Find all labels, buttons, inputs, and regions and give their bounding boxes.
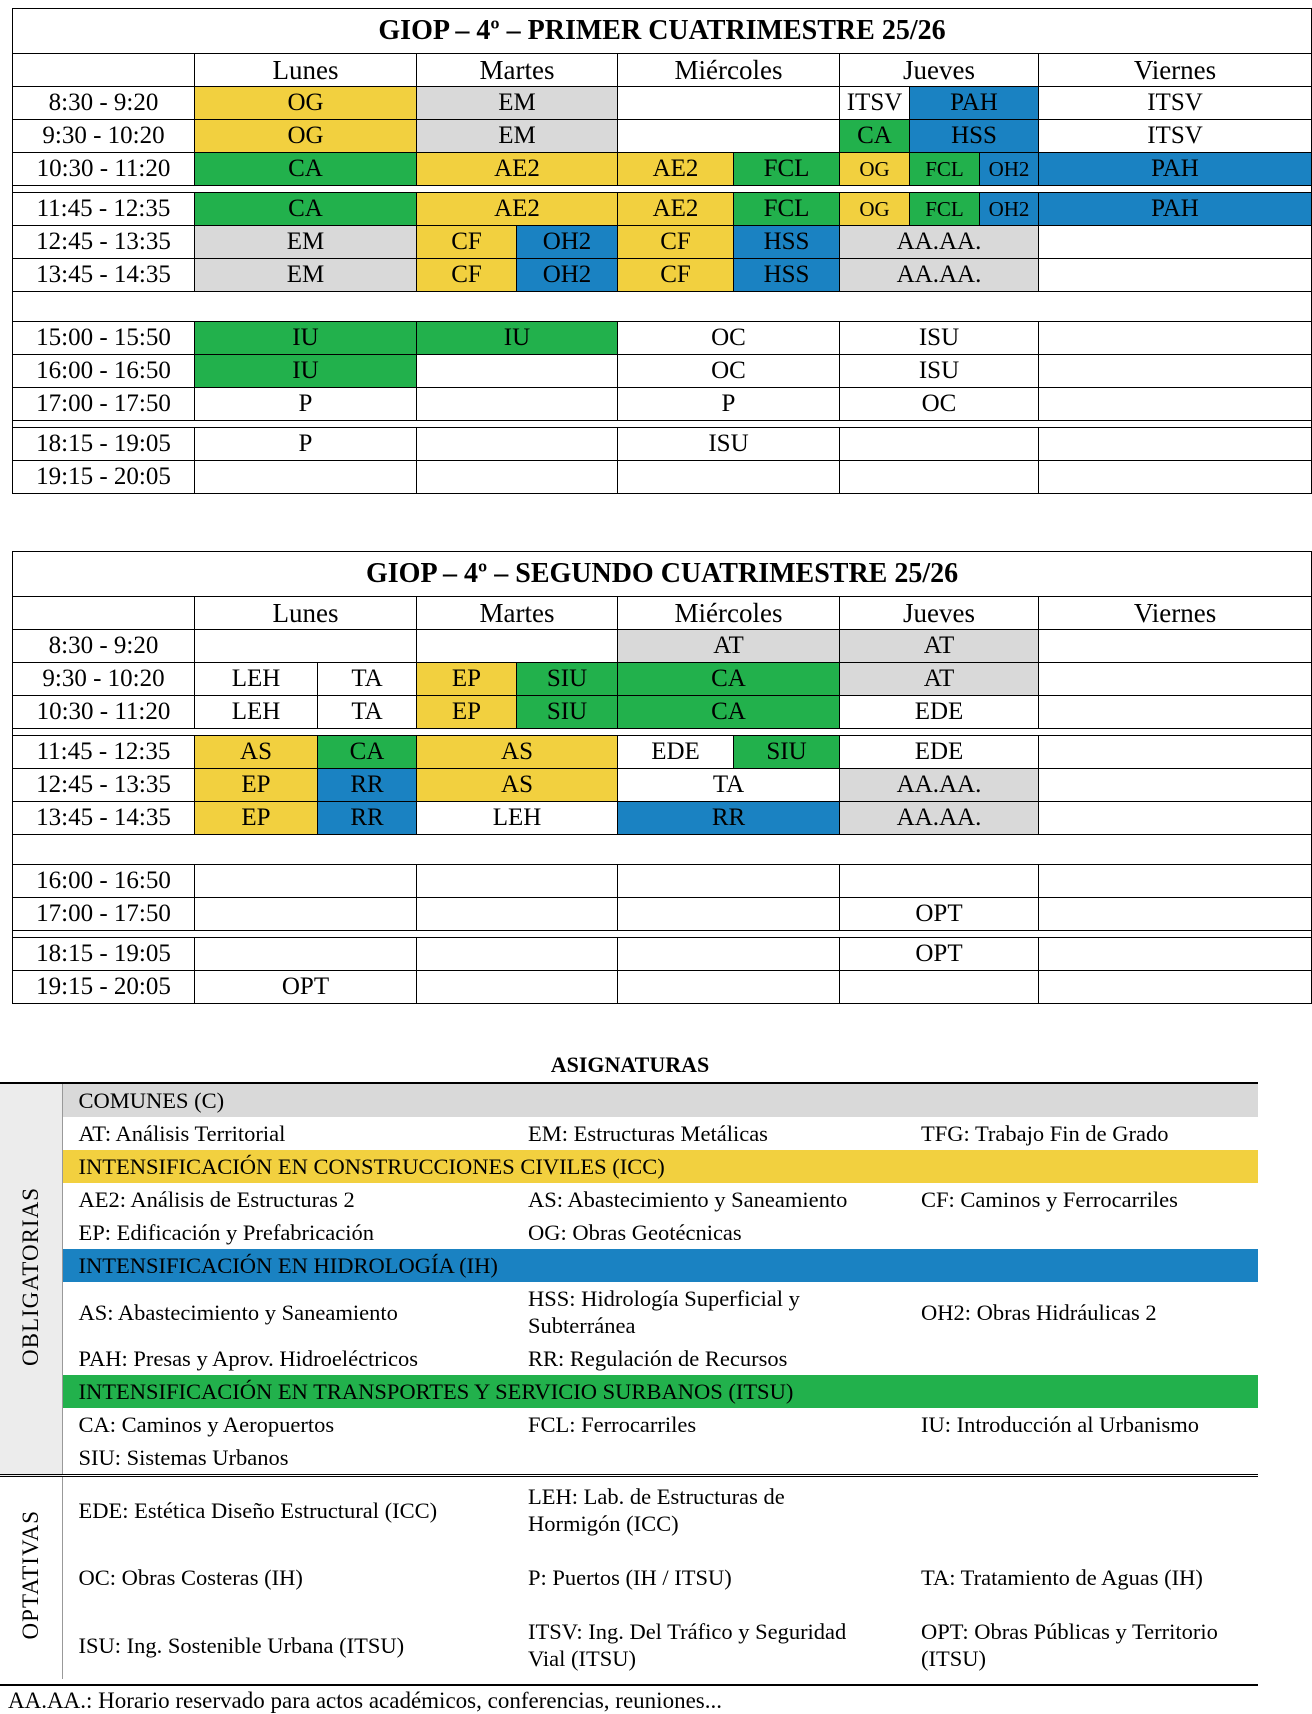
lunch-gap bbox=[13, 835, 1312, 865]
row-separator bbox=[13, 186, 1312, 193]
class-cell: OPT bbox=[840, 938, 1039, 971]
time-slot: 10:30 - 11:20 bbox=[13, 696, 195, 729]
time-slot: 9:30 - 10:20 bbox=[13, 120, 195, 153]
group-header-comunes: COMUNES (C) bbox=[62, 1083, 1258, 1117]
class-cell: ISU bbox=[618, 428, 840, 461]
class-cell: HSS bbox=[734, 226, 840, 259]
empty-cell bbox=[1039, 802, 1312, 835]
class-cell: AA.AA. bbox=[840, 802, 1039, 835]
row-separator bbox=[13, 729, 1312, 736]
legend-item: CA: Caminos y Aeropuertos bbox=[78, 1412, 335, 1437]
class-cell: CF bbox=[618, 226, 734, 259]
legend-item bbox=[512, 1441, 905, 1474]
legend-item: IU: Introducción al Urbanismo bbox=[921, 1412, 1200, 1437]
empty-cell bbox=[417, 938, 618, 971]
time-slot: 17:00 - 17:50 bbox=[13, 388, 195, 421]
legend-item: OC: Obras Costeras (IH) bbox=[78, 1564, 303, 1590]
class-cell: RR bbox=[618, 802, 840, 835]
legend-item: LEH: Lab. de Estructuras de Hormigón (ICC) bbox=[512, 1476, 905, 1544]
class-cell: AE2 bbox=[417, 153, 618, 186]
class-cell: OH2 bbox=[980, 153, 1039, 186]
class-cell: EP bbox=[417, 696, 517, 729]
class-cell: PAH bbox=[910, 87, 1039, 120]
empty-cell bbox=[840, 865, 1039, 898]
empty-cell bbox=[417, 865, 618, 898]
empty-cell bbox=[1039, 696, 1312, 729]
class-cell: CF bbox=[417, 259, 517, 292]
class-cell: OC bbox=[618, 355, 840, 388]
time-slot: 8:30 - 9:20 bbox=[13, 630, 195, 663]
empty-cell bbox=[417, 355, 618, 388]
class-cell: LEH bbox=[195, 696, 318, 729]
legend-item: AS: Abastecimiento y Saneamiento bbox=[528, 1187, 848, 1212]
legend-item: AE2: Análisis de Estructuras 2 bbox=[78, 1187, 355, 1212]
class-cell: EP bbox=[195, 802, 318, 835]
class-cell: OG bbox=[195, 87, 417, 120]
class-cell: AA.AA. bbox=[840, 226, 1039, 259]
class-cell: ITSV bbox=[840, 87, 910, 120]
footnote: AA.AA.: Horario reservado para actos académicos, conferencias, reuniones... bbox=[8, 1688, 722, 1713]
class-cell: AT bbox=[840, 630, 1039, 663]
empty-cell bbox=[195, 461, 417, 494]
class-cell: EP bbox=[195, 769, 318, 802]
time-slot: 11:45 - 12:35 bbox=[13, 193, 195, 226]
class-cell: LEH bbox=[195, 663, 318, 696]
empty-cell bbox=[417, 898, 618, 931]
legend-item bbox=[905, 1476, 1258, 1544]
class-cell: AA.AA. bbox=[840, 769, 1039, 802]
day-header: Lunes bbox=[195, 54, 417, 87]
class-cell: ISU bbox=[840, 355, 1039, 388]
class-cell: TA bbox=[318, 696, 417, 729]
empty-cell bbox=[195, 938, 417, 971]
class-cell: P bbox=[195, 428, 417, 461]
class-cell: RR bbox=[318, 802, 417, 835]
time-slot: 13:45 - 14:35 bbox=[13, 802, 195, 835]
optativas-label: OPTATIVAS bbox=[0, 1476, 62, 1680]
empty-cell bbox=[1039, 388, 1312, 421]
empty-cell bbox=[840, 971, 1039, 1004]
day-header: Miércoles bbox=[618, 54, 840, 87]
class-cell: AS bbox=[417, 769, 618, 802]
class-cell: OG bbox=[195, 120, 417, 153]
day-header: Martes bbox=[417, 54, 618, 87]
empty-cell bbox=[1039, 428, 1312, 461]
class-cell: EM bbox=[195, 226, 417, 259]
legend-item: RR: Regulación de Recursos bbox=[528, 1346, 788, 1371]
empty-cell bbox=[417, 971, 618, 1004]
legend-item bbox=[905, 1342, 1258, 1375]
day-header: Jueves bbox=[840, 597, 1039, 630]
legend-item: OPT: Obras Públicas y Territorio (ITSU) bbox=[921, 1619, 1218, 1671]
row-separator bbox=[13, 931, 1312, 938]
time-slot: 18:15 - 19:05 bbox=[13, 938, 195, 971]
legend-title: ASIGNATURAS bbox=[550, 1052, 710, 1077]
class-cell: FCL bbox=[910, 153, 980, 186]
class-cell: TA bbox=[318, 663, 417, 696]
legend-item: P: Puertos (IH / ITSU) bbox=[528, 1564, 732, 1590]
row-separator bbox=[13, 421, 1312, 428]
lunch-gap bbox=[13, 292, 1312, 322]
empty-cell bbox=[1039, 898, 1312, 931]
legend-item: TA: Tratamiento de Aguas (IH) bbox=[921, 1564, 1203, 1590]
class-cell: CA bbox=[195, 153, 417, 186]
obligatorias-label: OBLIGATORIAS bbox=[0, 1083, 62, 1476]
class-cell: AS bbox=[417, 736, 618, 769]
class-cell: OC bbox=[840, 388, 1039, 421]
empty-cell bbox=[840, 461, 1039, 494]
legend-item: AT: Análisis Territorial bbox=[78, 1121, 286, 1146]
legend-item: ISU: Ing. Sostenible Urbana (ITSU) bbox=[78, 1632, 405, 1658]
empty-cell bbox=[618, 898, 840, 931]
class-cell: OC bbox=[618, 322, 840, 355]
empty-cell bbox=[1039, 938, 1312, 971]
class-cell: CF bbox=[417, 226, 517, 259]
class-cell: FCL bbox=[910, 193, 980, 226]
class-cell: RR bbox=[318, 769, 417, 802]
legend-item: OH2: Obras Hidráulicas 2 bbox=[921, 1299, 1157, 1325]
time-slot: 11:45 - 12:35 bbox=[13, 736, 195, 769]
class-cell: HSS bbox=[910, 120, 1039, 153]
schedule-second-semester bbox=[12, 551, 1312, 1004]
day-header: Miércoles bbox=[618, 597, 840, 630]
empty-cell bbox=[417, 630, 618, 663]
legend-item: EDE: Estética Diseño Estructural (ICC) bbox=[62, 1476, 512, 1544]
class-cell: AE2 bbox=[618, 153, 734, 186]
class-cell: SIU bbox=[517, 696, 618, 729]
class-cell: SIU bbox=[734, 736, 840, 769]
class-cell: OG bbox=[840, 153, 910, 186]
legend-item: AS: Abastecimiento y Saneamiento bbox=[78, 1299, 398, 1325]
time-slot: 17:00 - 17:50 bbox=[13, 898, 195, 931]
class-cell: TA bbox=[618, 769, 840, 802]
class-cell: OH2 bbox=[980, 193, 1039, 226]
empty-cell bbox=[618, 87, 840, 120]
class-cell: SIU bbox=[517, 663, 618, 696]
class-cell: PAH bbox=[1039, 193, 1312, 226]
empty-cell bbox=[1039, 355, 1312, 388]
class-cell: OH2 bbox=[517, 259, 618, 292]
legend-item bbox=[905, 1441, 1258, 1474]
class-cell: AT bbox=[618, 630, 840, 663]
group-header-ih: INTENSIFICACIÓN EN HIDROLOGÍA (IH) bbox=[62, 1249, 1258, 1282]
empty-cell bbox=[1039, 259, 1312, 292]
class-cell: AA.AA. bbox=[840, 259, 1039, 292]
time-slot: 15:00 - 15:50 bbox=[13, 322, 195, 355]
corner-cell bbox=[13, 597, 195, 630]
time-slot: 12:45 - 13:35 bbox=[13, 769, 195, 802]
legend-table bbox=[0, 1082, 1258, 1679]
empty-cell bbox=[840, 428, 1039, 461]
class-cell: ISU bbox=[840, 322, 1039, 355]
empty-cell bbox=[195, 865, 417, 898]
day-header: Viernes bbox=[1039, 54, 1312, 87]
time-slot: 10:30 - 11:20 bbox=[13, 153, 195, 186]
class-cell: CA bbox=[618, 663, 840, 696]
class-cell: EM bbox=[195, 259, 417, 292]
class-cell: OH2 bbox=[517, 226, 618, 259]
time-slot: 8:30 - 9:20 bbox=[13, 87, 195, 120]
class-cell: CA bbox=[195, 193, 417, 226]
class-cell: AT bbox=[840, 663, 1039, 696]
group-header-icc: INTENSIFICACIÓN EN CONSTRUCCIONES CIVILES (ICC) bbox=[62, 1150, 1258, 1183]
legend-item bbox=[905, 1216, 1258, 1249]
group-header-itsu: INTENSIFICACIÓN EN TRANSPORTES Y SERVICIO SURBANOS (ITSU) bbox=[62, 1375, 1258, 1408]
class-cell: CA bbox=[318, 736, 417, 769]
empty-cell bbox=[1039, 461, 1312, 494]
time-slot: 18:15 - 19:05 bbox=[13, 428, 195, 461]
time-slot: 16:00 - 16:50 bbox=[13, 865, 195, 898]
legend-item: FCL: Ferrocarriles bbox=[528, 1412, 697, 1437]
empty-cell bbox=[1039, 736, 1312, 769]
class-cell: FCL bbox=[734, 153, 840, 186]
time-slot: 19:15 - 20:05 bbox=[13, 971, 195, 1004]
class-cell: EM bbox=[417, 120, 618, 153]
legend-item: EP: Edificación y Prefabricación bbox=[78, 1220, 375, 1245]
class-cell: ITSV bbox=[1039, 87, 1312, 120]
class-cell: OPT bbox=[840, 898, 1039, 931]
class-cell: LEH bbox=[417, 802, 618, 835]
empty-cell bbox=[417, 428, 618, 461]
time-slot: 13:45 - 14:35 bbox=[13, 259, 195, 292]
time-slot: 9:30 - 10:20 bbox=[13, 663, 195, 696]
class-cell: ITSV bbox=[1039, 120, 1312, 153]
legend-item: SIU: Sistemas Urbanos bbox=[78, 1445, 289, 1470]
empty-cell bbox=[618, 971, 840, 1004]
empty-cell bbox=[618, 938, 840, 971]
time-slot: 19:15 - 20:05 bbox=[13, 461, 195, 494]
legend-item: OG: Obras Geotécnicas bbox=[528, 1220, 742, 1245]
empty-cell bbox=[195, 630, 417, 663]
class-cell: EDE bbox=[618, 736, 734, 769]
legend-item: ITSV: Ing. Del Tráfico y Seguridad Vial (ITSU) bbox=[528, 1619, 847, 1671]
class-cell: OG bbox=[840, 193, 910, 226]
class-cell: HSS bbox=[734, 259, 840, 292]
class-cell: EDE bbox=[840, 736, 1039, 769]
empty-cell bbox=[1039, 663, 1312, 696]
legend-item: TFG: Trabajo Fin de Grado bbox=[921, 1121, 1169, 1146]
legend-item: CF: Caminos y Ferrocarriles bbox=[921, 1187, 1178, 1212]
class-cell: IU bbox=[417, 322, 618, 355]
empty-cell bbox=[618, 865, 840, 898]
class-cell: OPT bbox=[195, 971, 417, 1004]
class-cell: EDE bbox=[840, 696, 1039, 729]
empty-cell bbox=[1039, 630, 1312, 663]
legend-item: HSS: Hidrología Superficial y Subterránea bbox=[528, 1286, 800, 1338]
day-header: Jueves bbox=[840, 54, 1039, 87]
legend-item: PAH: Presas y Aprov. Hidroeléctricos bbox=[78, 1346, 419, 1371]
schedule-title: GIOP – 4º – PRIMER CUATRIMESTRE 25/26 bbox=[13, 9, 1312, 54]
footnote-divider bbox=[0, 1684, 1258, 1686]
day-header: Lunes bbox=[195, 597, 417, 630]
class-cell: AS bbox=[195, 736, 318, 769]
empty-cell bbox=[417, 388, 618, 421]
time-slot: 12:45 - 13:35 bbox=[13, 226, 195, 259]
class-cell: P bbox=[195, 388, 417, 421]
class-cell: P bbox=[618, 388, 840, 421]
time-slot: 16:00 - 16:50 bbox=[13, 355, 195, 388]
class-cell: AE2 bbox=[618, 193, 734, 226]
corner-cell bbox=[13, 54, 195, 87]
legend-item: EM: Estructuras Metálicas bbox=[528, 1121, 768, 1146]
class-cell: EP bbox=[417, 663, 517, 696]
class-cell: CA bbox=[840, 120, 910, 153]
empty-cell bbox=[618, 120, 840, 153]
class-cell: IU bbox=[195, 322, 417, 355]
empty-cell bbox=[195, 898, 417, 931]
class-cell: EM bbox=[417, 87, 618, 120]
class-cell: AE2 bbox=[417, 193, 618, 226]
class-cell: FCL bbox=[734, 193, 840, 226]
empty-cell bbox=[618, 461, 840, 494]
day-header: Viernes bbox=[1039, 597, 1312, 630]
empty-cell bbox=[1039, 865, 1312, 898]
class-cell: PAH bbox=[1039, 153, 1312, 186]
class-cell: IU bbox=[195, 355, 417, 388]
schedule-first-semester bbox=[12, 8, 1312, 494]
empty-cell bbox=[1039, 769, 1312, 802]
empty-cell bbox=[1039, 226, 1312, 259]
day-header: Martes bbox=[417, 597, 618, 630]
schedule-title: GIOP – 4º – SEGUNDO CUATRIMESTRE 25/26 bbox=[13, 552, 1312, 597]
class-cell: CA bbox=[618, 696, 840, 729]
empty-cell bbox=[417, 461, 618, 494]
class-cell: CF bbox=[618, 259, 734, 292]
empty-cell bbox=[1039, 971, 1312, 1004]
empty-cell bbox=[1039, 322, 1312, 355]
